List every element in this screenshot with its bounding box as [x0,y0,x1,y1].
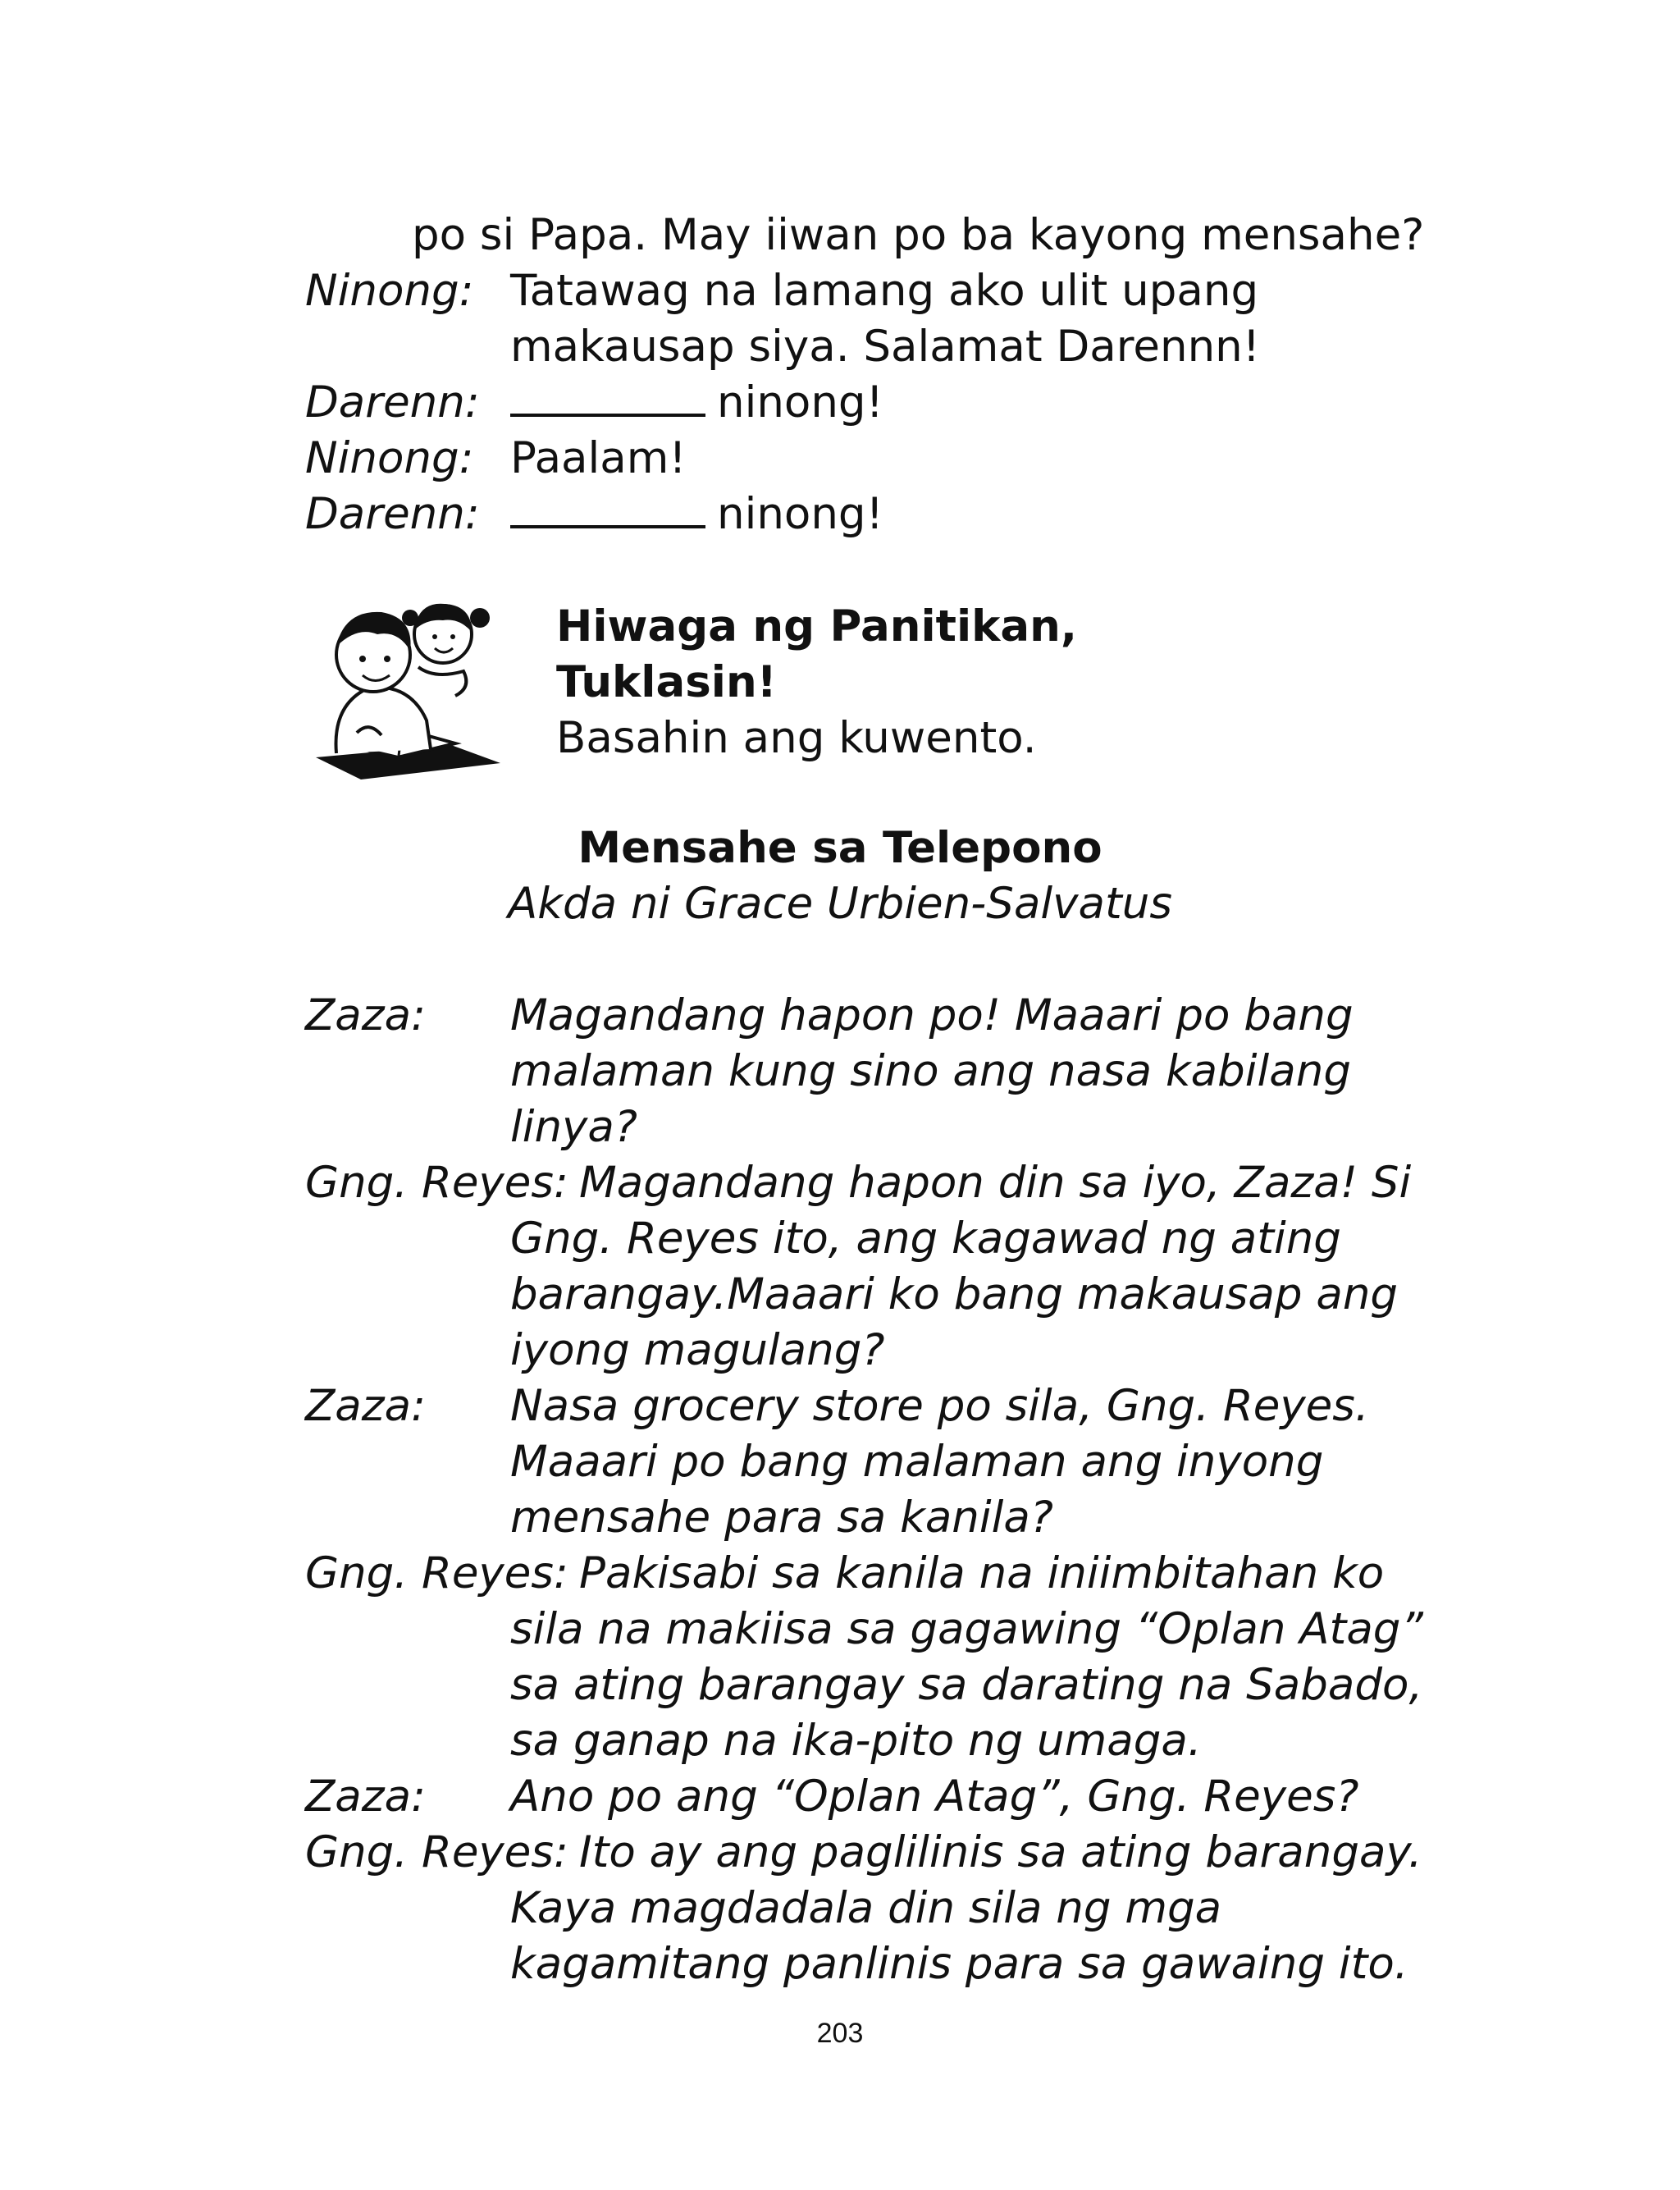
story-title: Mensahe sa Telepono [578,823,1102,873]
story-text: iyong magulang? [510,1325,885,1375]
dialogue-continuation: po si Papa. May iiwan po ba kayong mensahe? [412,210,1425,260]
speaker-label: Zaza: [305,990,426,1040]
dialogue-text: Paalam! [510,433,687,483]
story-text: sila na makiisa sa gagawing “Oplan Atag” [510,1604,1423,1654]
story-text: Magandang hapon din sa iyo, Zaza! Si [579,1158,1412,1208]
story-text: mensahe para sa kanila? [510,1493,1053,1543]
speaker-label: Darenn: [305,489,480,539]
story-author: Akda ni Grace Urbien-Salvatus [508,879,1172,929]
answer-blank [510,377,705,417]
story-text: Pakisabi sa kanila na iniimbitahan ko [579,1548,1385,1598]
section-heading: Tuklasin! [556,657,777,707]
dialogue-text: Tatawag na lamang ako ulit upang [510,266,1259,316]
story-text: Ito ay ang paglilinis sa ating barangay. [579,1827,1422,1877]
dialogue-blank-line [510,375,883,431]
speaker-label: Gng. Reyes: [305,1548,568,1598]
speaker-label: Gng. Reyes: [305,1158,568,1208]
speaker-label: Ninong: [305,266,474,316]
section-instruction: Basahin ang kuwento. [556,713,1037,763]
speaker-label: Gng. Reyes: [305,1827,568,1877]
reading-children-illustration [312,589,500,786]
story-text: kagamitang panlinis para sa gawaing ito. [510,1939,1408,1989]
story-text: Ano po ang “Oplan Atag”, Gng. Reyes? [510,1772,1359,1822]
story-text: sa ating barangay sa darating na Sabado, [510,1660,1423,1710]
story-text: barangay.Maaari ko bang makausap ang [510,1269,1399,1319]
dialogue-text: makausap siya. Salamat Darennn! [510,322,1260,372]
story-text: Kaya magdadala din sila ng mga [510,1883,1222,1933]
page-number: 203 [816,2018,864,2049]
dialogue-text: ninong! [717,377,883,427]
story-text: Gng. Reyes ito, ang kagawad ng ating [510,1214,1341,1264]
section-heading: Hiwaga ng Panitikan, [556,601,1077,652]
speaker-label: Zaza: [305,1381,426,1431]
story-text: malaman kung sino ang nasa kabilang [510,1046,1351,1096]
speaker-label: Darenn: [305,377,480,427]
dialogue-text: ninong! [717,489,883,539]
story-text: Nasa grocery store po sila, Gng. Reyes. [510,1381,1369,1431]
story-text: sa ganap na ika-pito ng umaga. [510,1716,1202,1766]
story-text: Maaari po bang malaman ang inyong [510,1437,1324,1487]
story-text: Magandang hapon po! Maaari po bang [510,990,1354,1040]
dialogue-blank-line [510,487,883,542]
speaker-label: Ninong: [305,433,474,483]
speaker-label: Zaza: [305,1772,426,1822]
story-text: linya? [510,1102,638,1152]
answer-blank [510,489,705,528]
